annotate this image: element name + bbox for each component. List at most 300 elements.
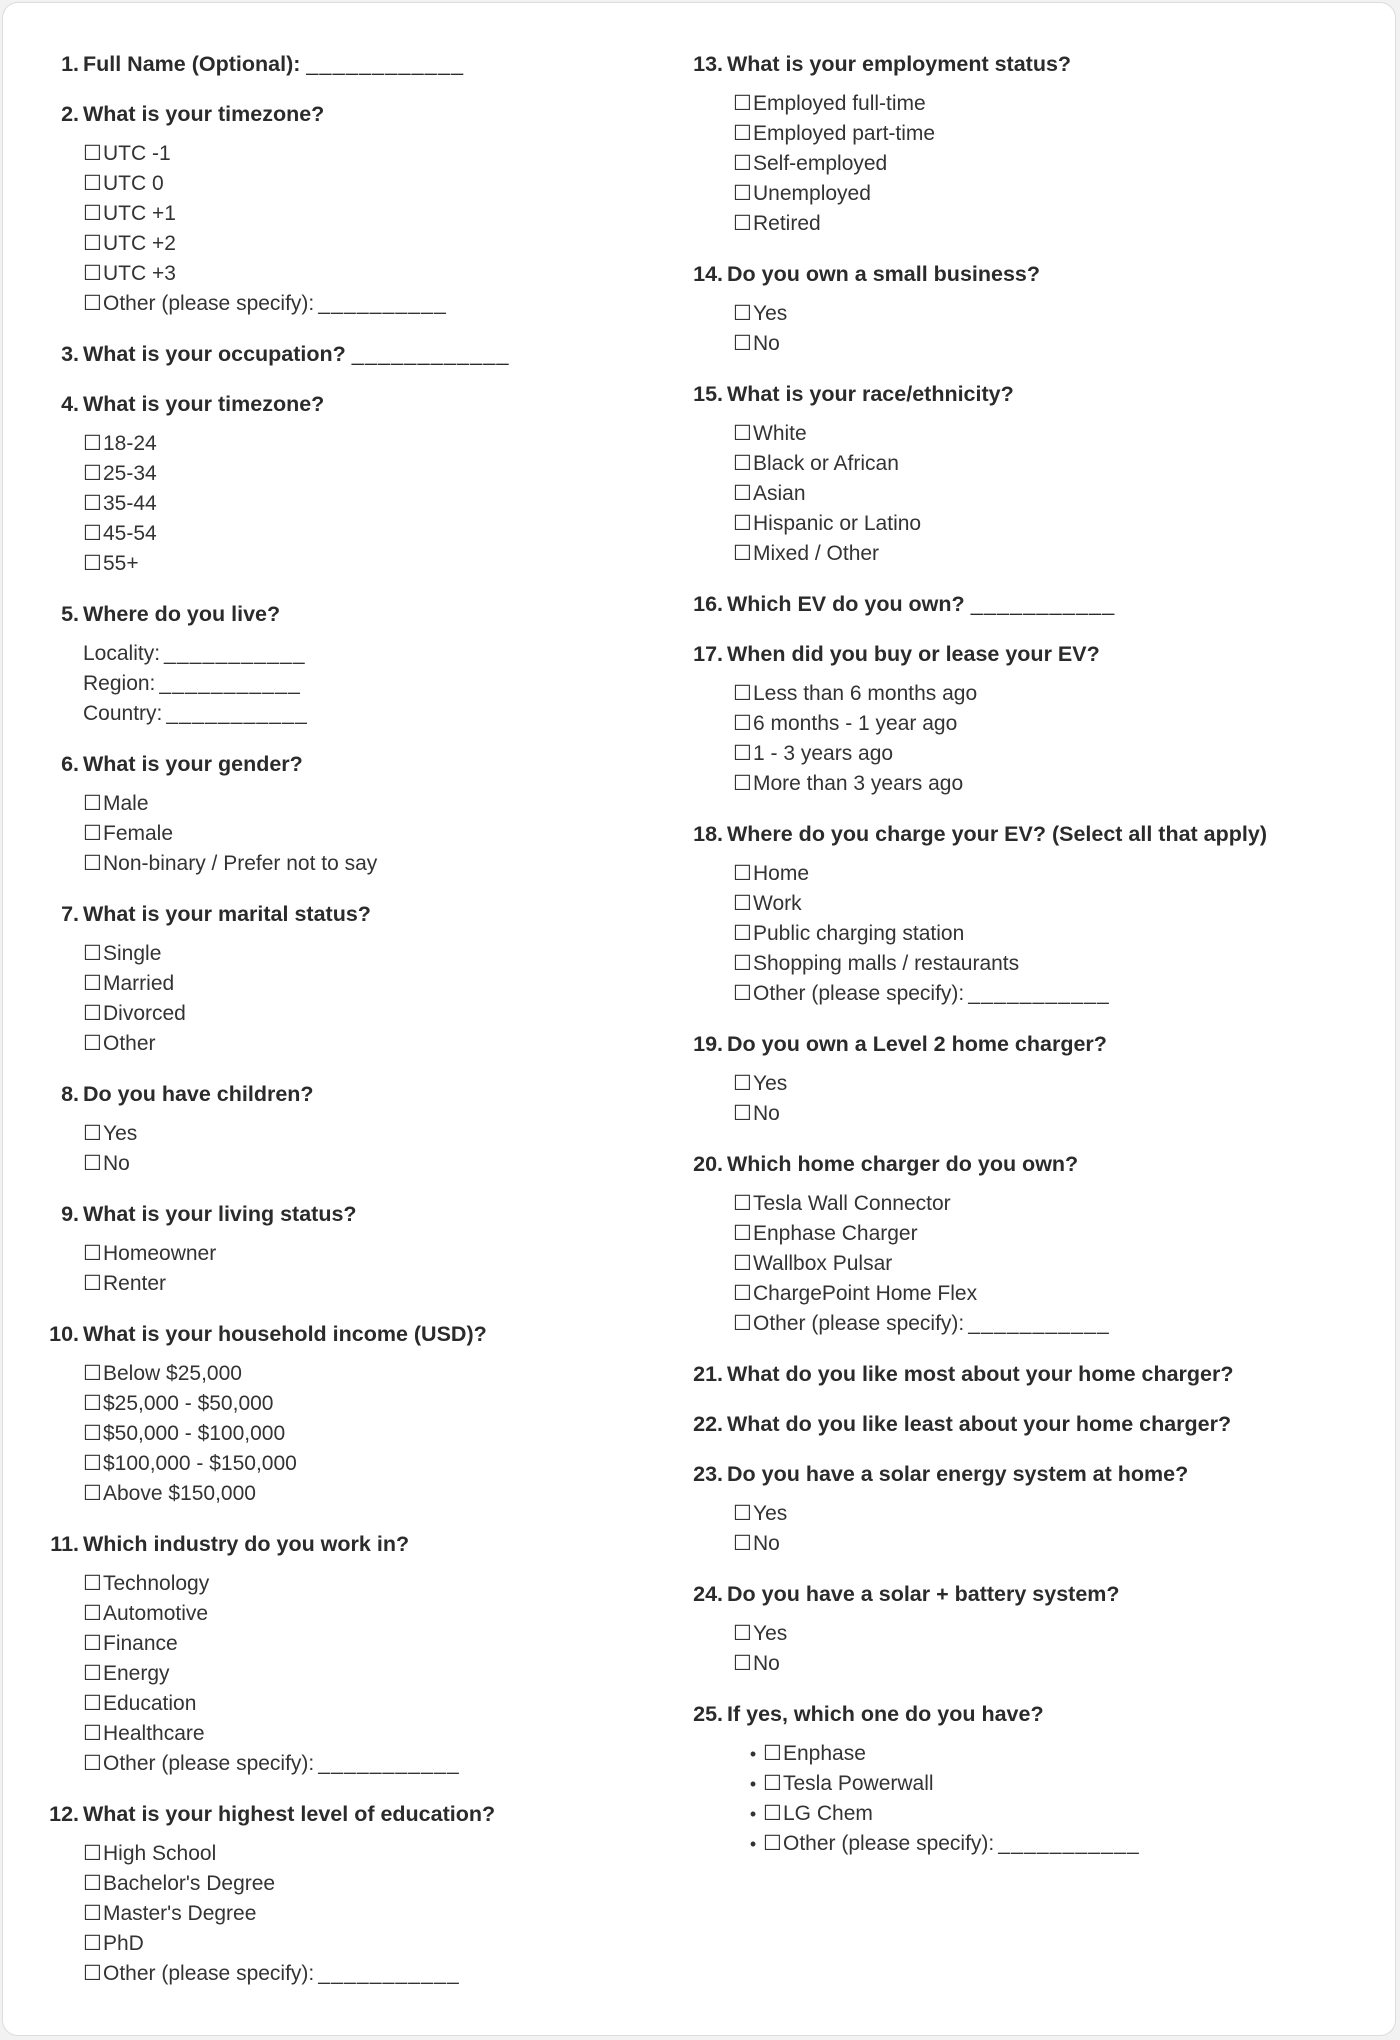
checkbox-icon[interactable]: ☐	[83, 792, 102, 815]
option-list	[693, 679, 1393, 799]
option-item[interactable]	[3, 549, 693, 579]
option-list	[3, 1569, 693, 1779]
checkbox-icon[interactable]: ☐	[83, 1002, 102, 1025]
option-item[interactable]	[3, 1479, 693, 1509]
checkbox-icon[interactable]: ☐	[733, 1252, 752, 1275]
question-spacer	[693, 799, 1393, 819]
option-list	[3, 1239, 693, 1299]
question-heading	[693, 1579, 1393, 1609]
option-item[interactable]	[3, 1899, 693, 1929]
checkbox-icon[interactable]: ☐	[83, 942, 102, 965]
checkbox-icon[interactable]: ☐	[83, 1902, 102, 1925]
question-spacer	[3, 369, 693, 389]
option-item[interactable]	[693, 329, 1393, 359]
question-number: 16.	[693, 592, 723, 616]
option-label: Self-employed	[753, 152, 888, 175]
checkbox-icon[interactable]: ☐	[83, 1482, 102, 1505]
checkbox-icon[interactable]: ☐	[733, 512, 752, 535]
question-spacer	[693, 1339, 1393, 1359]
question-heading	[3, 599, 693, 629]
question-text: Do you own a Level 2 home charger?	[727, 1032, 1107, 1056]
checkbox-icon[interactable]: ☐	[733, 952, 752, 975]
field-label: Country:	[83, 702, 163, 725]
option-label: ChargePoint Home Flex	[753, 1282, 978, 1305]
option-label: 35-44	[103, 492, 157, 515]
option-item[interactable]	[3, 259, 693, 289]
option-item[interactable]	[693, 979, 1393, 1009]
checkbox-icon[interactable]: ☐	[733, 742, 752, 765]
checkbox-icon[interactable]: ☐	[83, 202, 102, 225]
option-item[interactable]	[3, 969, 693, 999]
option-label: Renter	[103, 1272, 167, 1295]
checkbox-icon[interactable]: ☐	[83, 262, 102, 285]
option-item[interactable]	[693, 859, 1393, 889]
checkbox-icon[interactable]: ☐	[763, 1772, 782, 1795]
checkbox-icon[interactable]: ☐	[733, 1192, 752, 1215]
question	[693, 589, 1393, 619]
checkbox-icon[interactable]: ☐	[83, 1392, 102, 1415]
checkbox-icon[interactable]: ☐	[83, 232, 102, 255]
checkbox-icon[interactable]: ☐	[83, 1722, 102, 1745]
question-spacer	[3, 79, 693, 99]
question-text: What is your timezone?	[83, 392, 325, 416]
specify-blank[interactable]: ___________	[318, 1752, 460, 1775]
option-item[interactable]	[3, 999, 693, 1029]
question	[693, 1409, 1393, 1439]
question	[3, 1199, 693, 1299]
checkbox-icon[interactable]: ☐	[83, 1842, 102, 1865]
option-item[interactable]	[693, 1249, 1393, 1279]
option-item[interactable]	[693, 479, 1393, 509]
option-item[interactable]	[693, 449, 1393, 479]
question-text: What do you like most about your home charger?	[727, 1362, 1234, 1386]
option-item[interactable]	[3, 289, 693, 319]
option-item[interactable]	[3, 1869, 693, 1899]
option-item[interactable]	[693, 299, 1393, 329]
question-text: Do you have a solar energy system at home?	[727, 1462, 1189, 1486]
option-item[interactable]	[3, 1929, 693, 1959]
option-item[interactable]	[693, 739, 1393, 769]
option-item[interactable]	[3, 489, 693, 519]
question-text: When did you buy or lease your EV?	[727, 642, 1100, 666]
option-label: Finance	[103, 1632, 178, 1655]
option-item[interactable]	[693, 1499, 1393, 1529]
option-label: Public charging station	[753, 922, 965, 945]
option-label: Energy	[103, 1662, 170, 1685]
field-label: Region:	[83, 672, 156, 695]
option-label: 55+	[103, 552, 139, 575]
checkbox-icon[interactable]: ☐	[733, 682, 752, 705]
question	[693, 1149, 1393, 1339]
question-number: 13.	[693, 52, 723, 76]
option-item[interactable]	[3, 789, 693, 819]
option-label: No	[103, 1152, 130, 1175]
question-number: 25.	[693, 1702, 723, 1726]
checkbox-icon[interactable]: ☐	[83, 1242, 102, 1265]
option-list	[3, 1119, 693, 1179]
option-list	[3, 939, 693, 1059]
question-number: 10.	[49, 1322, 79, 1346]
option-item[interactable]	[3, 1689, 693, 1719]
question	[3, 339, 693, 369]
checkbox-icon[interactable]: ☐	[733, 892, 752, 915]
checkbox-icon[interactable]: ☐	[83, 1272, 102, 1295]
checkbox-icon[interactable]: ☐	[83, 1362, 102, 1385]
checkbox-icon[interactable]: ☐	[733, 922, 752, 945]
option-item[interactable]	[693, 949, 1393, 979]
option-item[interactable]	[693, 1829, 1393, 1859]
option-item[interactable]	[3, 1239, 693, 1269]
specify-blank[interactable]: ___________	[318, 1962, 460, 1985]
option-item[interactable]	[693, 119, 1393, 149]
option-label: Master's Degree	[103, 1902, 257, 1925]
answer-blank[interactable]: ____________	[306, 52, 465, 76]
option-item[interactable]	[3, 939, 693, 969]
checkbox-icon[interactable]: ☐	[733, 122, 752, 145]
question-spacer	[3, 1059, 693, 1079]
option-item[interactable]	[693, 919, 1393, 949]
option-label: Wallbox Pulsar	[753, 1252, 893, 1275]
question	[693, 379, 1393, 569]
checkbox-icon[interactable]: ☐	[83, 822, 102, 845]
checkbox-icon[interactable]: ☐	[733, 1502, 752, 1525]
question	[693, 1579, 1393, 1679]
question-text: If yes, which one do you have?	[727, 1702, 1044, 1726]
question-heading	[3, 339, 693, 369]
question-spacer	[3, 1179, 693, 1199]
option-label: UTC +3	[103, 262, 176, 285]
option-label: Other (please specify):	[753, 1312, 965, 1335]
question-text: Where do you live?	[83, 602, 281, 626]
checkbox-icon[interactable]: ☐	[733, 712, 752, 735]
option-list	[3, 429, 693, 579]
question	[693, 1699, 1393, 1859]
checkbox-icon[interactable]: ☐	[733, 1532, 752, 1555]
checkbox-icon[interactable]: ☐	[83, 1602, 102, 1625]
option-item[interactable]	[693, 419, 1393, 449]
question-spacer	[693, 1129, 1393, 1149]
option-item[interactable]	[3, 169, 693, 199]
question-heading	[693, 1029, 1393, 1059]
checkbox-icon[interactable]: ☐	[83, 1962, 102, 1985]
question-spacer	[693, 239, 1393, 259]
question	[3, 49, 693, 79]
question-heading	[693, 819, 1393, 849]
specify-blank[interactable]: __________	[318, 292, 448, 315]
option-item[interactable]	[3, 1629, 693, 1659]
option-label: UTC +1	[103, 202, 176, 225]
checkbox-icon[interactable]: ☐	[733, 182, 752, 205]
question	[3, 749, 693, 879]
question-heading	[693, 1459, 1393, 1489]
checkbox-icon[interactable]: ☐	[733, 152, 752, 175]
option-label: No	[753, 1652, 780, 1675]
option-item[interactable]	[693, 209, 1393, 239]
checkbox-icon[interactable]: ☐	[83, 1662, 102, 1685]
option-item[interactable]	[3, 229, 693, 259]
option-item[interactable]	[3, 519, 693, 549]
option-item[interactable]	[693, 709, 1393, 739]
address-field[interactable]	[3, 639, 693, 669]
option-label: Other (please specify):	[783, 1832, 995, 1855]
option-item[interactable]	[693, 1189, 1393, 1219]
option-item[interactable]	[693, 769, 1393, 799]
question-spacer	[3, 1509, 693, 1529]
option-label: Mixed / Other	[753, 542, 880, 565]
checkbox-icon[interactable]: ☐	[763, 1832, 782, 1855]
question-heading	[693, 259, 1393, 289]
option-item[interactable]	[693, 89, 1393, 119]
checkbox-icon[interactable]: ☐	[733, 772, 752, 795]
question-number: 15.	[693, 382, 723, 406]
option-item[interactable]	[693, 1649, 1393, 1679]
question-spacer	[693, 1009, 1393, 1029]
checkbox-icon[interactable]: ☐	[733, 212, 752, 235]
question	[3, 899, 693, 1059]
specify-blank[interactable]: ___________	[968, 1312, 1110, 1335]
question-number: 8.	[61, 1082, 79, 1106]
option-label: Other (please specify):	[103, 1752, 315, 1775]
option-item[interactable]	[693, 1529, 1393, 1559]
checkbox-icon[interactable]: ☐	[83, 1122, 102, 1145]
checkbox-icon[interactable]: ☐	[733, 332, 752, 355]
option-label: Other	[103, 1032, 156, 1055]
option-item[interactable]	[693, 1739, 1393, 1769]
question-number: 5.	[61, 602, 79, 626]
checkbox-icon[interactable]: ☐	[733, 92, 752, 115]
checkbox-icon[interactable]: ☐	[733, 1072, 752, 1095]
address-field[interactable]	[3, 699, 693, 729]
option-label: Yes	[753, 1502, 788, 1525]
option-item[interactable]	[3, 1419, 693, 1449]
option-label: Enphase Charger	[753, 1222, 918, 1245]
checkbox-icon[interactable]: ☐	[733, 1282, 752, 1305]
option-label: UTC +2	[103, 232, 176, 255]
question-number: 20.	[693, 1152, 723, 1176]
question-spacer	[693, 1679, 1393, 1699]
address-field[interactable]	[3, 669, 693, 699]
option-list	[693, 1739, 1393, 1859]
checkbox-icon[interactable]: ☐	[83, 292, 102, 315]
option-item[interactable]	[693, 679, 1393, 709]
option-label: PhD	[103, 1932, 144, 1955]
checkbox-icon[interactable]: ☐	[83, 552, 102, 575]
option-label: Shopping malls / restaurants	[753, 952, 1020, 975]
option-item[interactable]	[693, 149, 1393, 179]
question-heading	[3, 1799, 693, 1829]
option-item[interactable]	[3, 1119, 693, 1149]
checkbox-icon[interactable]: ☐	[733, 982, 752, 1005]
option-item[interactable]	[3, 429, 693, 459]
checkbox-icon[interactable]: ☐	[733, 542, 752, 565]
option-label: 45-54	[103, 522, 157, 545]
checkbox-icon[interactable]: ☐	[83, 1932, 102, 1955]
checkbox-icon[interactable]: ☐	[733, 862, 752, 885]
option-item[interactable]	[3, 1839, 693, 1869]
specify-blank[interactable]: ___________	[968, 982, 1110, 1005]
option-label: $25,000 - $50,000	[103, 1392, 274, 1415]
checkbox-icon[interactable]: ☐	[733, 422, 752, 445]
option-label: Other (please specify):	[753, 982, 965, 1005]
option-list	[693, 1499, 1393, 1559]
checkbox-icon[interactable]: ☐	[733, 1222, 752, 1245]
option-item[interactable]	[693, 1769, 1393, 1799]
question-text: Full Name (Optional):	[83, 52, 301, 76]
checkbox-icon[interactable]: ☐	[83, 492, 102, 515]
checkbox-icon[interactable]: ☐	[733, 482, 752, 505]
option-item[interactable]	[693, 1309, 1393, 1339]
question-spacer	[3, 729, 693, 749]
option-list	[3, 139, 693, 319]
option-item[interactable]	[3, 1719, 693, 1749]
option-label: UTC 0	[103, 172, 164, 195]
question-heading	[693, 1699, 1393, 1729]
question-spacer	[3, 319, 693, 339]
option-item[interactable]	[693, 509, 1393, 539]
option-item[interactable]	[3, 819, 693, 849]
question-text: What is your living status?	[83, 1202, 357, 1226]
question-text: What is your gender?	[83, 752, 303, 776]
checkbox-icon[interactable]: ☐	[83, 1692, 102, 1715]
option-item[interactable]	[3, 1749, 693, 1779]
option-label: High School	[103, 1842, 217, 1865]
option-label: Less than 6 months ago	[753, 682, 978, 705]
question-number: 23.	[693, 1462, 723, 1486]
option-label: 6 months - 1 year ago	[753, 712, 958, 735]
option-item[interactable]	[3, 1029, 693, 1059]
checkbox-icon[interactable]: ☐	[83, 1452, 102, 1475]
checkbox-icon[interactable]: ☐	[83, 1422, 102, 1445]
question-spacer	[693, 619, 1393, 639]
option-label: Yes	[753, 302, 788, 325]
option-item[interactable]	[693, 1069, 1393, 1099]
option-label: Automotive	[103, 1602, 209, 1625]
option-label: Yes	[103, 1122, 138, 1145]
checkbox-icon[interactable]: ☐	[83, 1632, 102, 1655]
checkbox-icon[interactable]: ☐	[83, 142, 102, 165]
question	[3, 1799, 693, 1989]
question-text: What is your household income (USD)?	[83, 1322, 487, 1346]
option-label: Female	[103, 822, 174, 845]
question-spacer	[3, 1299, 693, 1319]
option-label: Male	[103, 792, 149, 815]
question-spacer	[3, 1779, 693, 1799]
checkbox-icon[interactable]: ☐	[83, 1872, 102, 1895]
option-item[interactable]	[693, 1799, 1393, 1829]
question-heading	[3, 1319, 693, 1349]
field-blank[interactable]: ___________	[166, 702, 309, 725]
specify-blank[interactable]: ___________	[998, 1832, 1140, 1855]
option-label: Married	[103, 972, 175, 995]
option-list	[3, 1359, 693, 1509]
checkbox-icon[interactable]: ☐	[763, 1742, 782, 1765]
option-label: No	[753, 332, 780, 355]
option-label: No	[753, 1532, 780, 1555]
option-item[interactable]	[3, 1599, 693, 1629]
checkbox-icon[interactable]: ☐	[83, 852, 102, 875]
option-label: Other (please specify):	[103, 1962, 315, 1985]
checkbox-icon[interactable]: ☐	[83, 432, 102, 455]
option-item[interactable]	[3, 1359, 693, 1389]
option-item[interactable]	[3, 1149, 693, 1179]
option-item[interactable]	[3, 1959, 693, 1989]
option-label: Healthcare	[103, 1722, 205, 1745]
question	[3, 1319, 693, 1509]
checkbox-icon[interactable]: ☐	[83, 1752, 102, 1775]
option-label: Bachelor's Degree	[103, 1872, 276, 1895]
option-label: 1 - 3 years ago	[753, 742, 894, 765]
checkbox-icon[interactable]: ☐	[733, 302, 752, 325]
option-item[interactable]	[693, 179, 1393, 209]
question-heading	[693, 49, 1393, 79]
option-label: Other (please specify):	[103, 292, 315, 315]
question-heading	[3, 749, 693, 779]
answer-blank[interactable]: ____________	[351, 342, 510, 366]
checkbox-icon[interactable]: ☐	[763, 1802, 782, 1825]
checkbox-icon[interactable]: ☐	[83, 462, 102, 485]
checkbox-icon[interactable]: ☐	[83, 172, 102, 195]
option-item[interactable]	[3, 1269, 693, 1299]
checkbox-icon[interactable]: ☐	[733, 452, 752, 475]
checkbox-icon[interactable]: ☐	[733, 1312, 752, 1335]
checkbox-icon[interactable]: ☐	[733, 1102, 752, 1125]
option-list	[693, 89, 1393, 239]
checkbox-icon[interactable]: ☐	[733, 1622, 752, 1645]
field-list	[3, 639, 693, 729]
field-blank[interactable]: ___________	[164, 642, 306, 665]
checkbox-icon[interactable]: ☐	[83, 972, 102, 995]
checkbox-icon[interactable]: ☐	[733, 1652, 752, 1675]
checkbox-icon[interactable]: ☐	[83, 522, 102, 545]
question	[3, 1529, 693, 1779]
option-item[interactable]	[693, 539, 1393, 569]
option-item[interactable]	[693, 1219, 1393, 1249]
option-list	[693, 859, 1393, 1009]
question-spacer	[693, 1389, 1393, 1409]
field-blank[interactable]: ___________	[159, 672, 302, 695]
option-item[interactable]	[3, 1389, 693, 1419]
option-label: LG Chem	[783, 1802, 873, 1825]
checkbox-icon[interactable]: ☐	[83, 1572, 102, 1595]
option-item[interactable]	[693, 1279, 1393, 1309]
question-heading	[693, 1149, 1393, 1179]
question-spacer	[693, 569, 1393, 589]
option-item[interactable]	[3, 849, 693, 879]
option-item[interactable]	[3, 1659, 693, 1689]
option-list	[3, 1839, 693, 1989]
question-heading	[3, 49, 693, 79]
answer-blank[interactable]: ___________	[970, 592, 1116, 616]
bullet-icon: •	[749, 1804, 757, 1824]
checkbox-icon[interactable]: ☐	[83, 1152, 102, 1175]
option-item[interactable]	[693, 1099, 1393, 1129]
option-item[interactable]	[693, 1619, 1393, 1649]
question	[693, 1359, 1393, 1389]
option-item[interactable]	[3, 1449, 693, 1479]
option-item[interactable]	[3, 199, 693, 229]
question	[693, 259, 1393, 359]
question-heading	[3, 99, 693, 129]
option-item[interactable]	[3, 459, 693, 489]
checkbox-icon[interactable]: ☐	[83, 1032, 102, 1055]
question-text: What is your occupation?	[83, 342, 346, 366]
question-number: 24.	[693, 1582, 723, 1606]
option-item[interactable]	[3, 1569, 693, 1599]
question	[693, 49, 1393, 239]
option-item[interactable]	[3, 139, 693, 169]
option-item[interactable]	[693, 889, 1393, 919]
question	[3, 599, 693, 729]
